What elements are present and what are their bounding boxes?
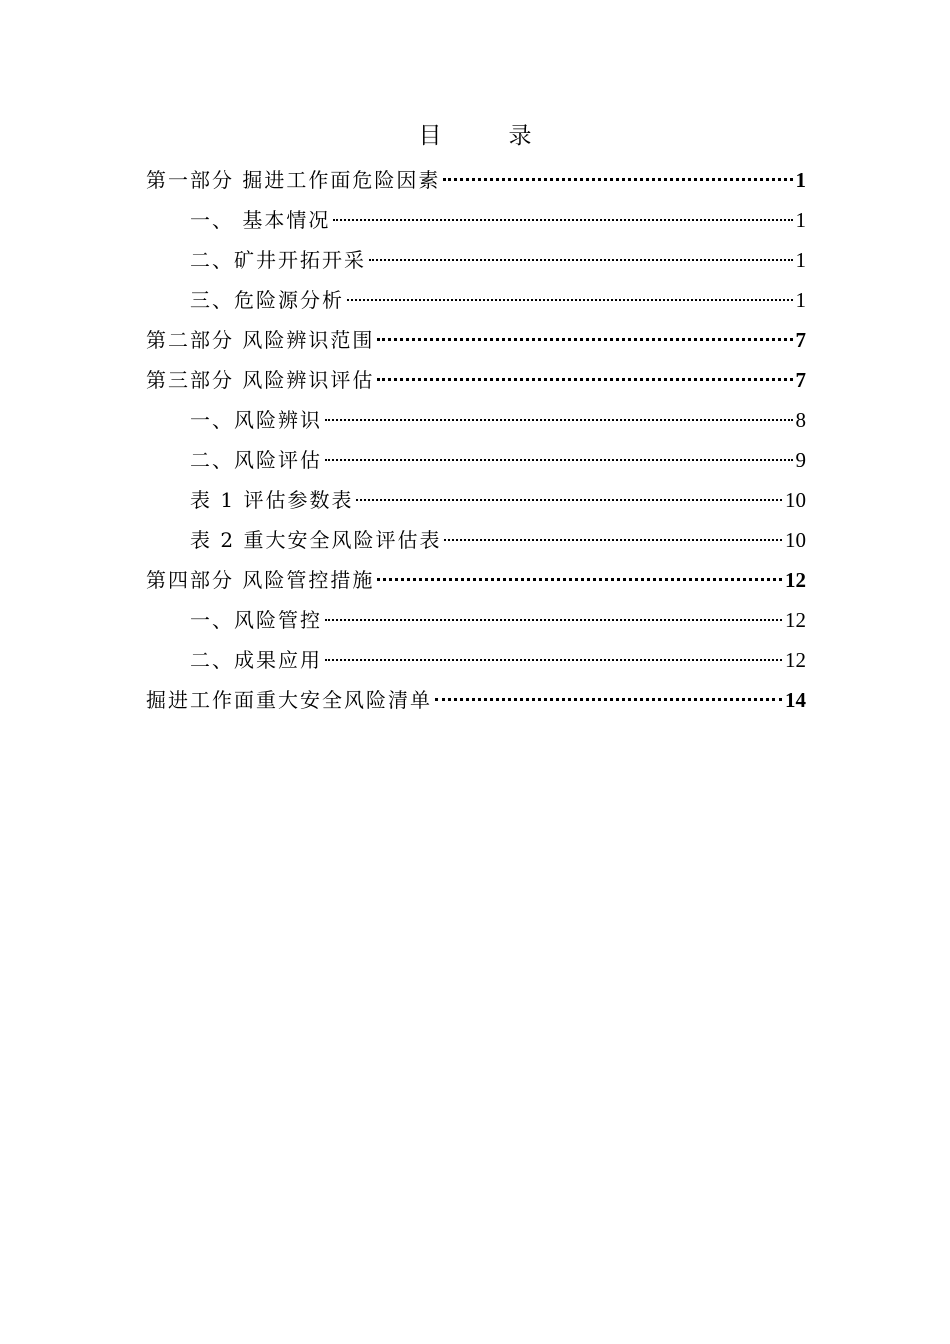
toc-leader-dots bbox=[347, 299, 793, 301]
toc-entry[interactable] bbox=[146, 400, 806, 440]
toc-entry-page: 7 bbox=[795, 368, 806, 392]
toc-entry[interactable] bbox=[146, 560, 806, 600]
toc-leader-dots bbox=[377, 578, 782, 581]
toc-entry[interactable] bbox=[146, 480, 806, 520]
toc-entry-label: 二、风险评估 bbox=[190, 448, 322, 472]
toc-entry-label: 第四部分 风险管控措施 bbox=[146, 568, 375, 592]
toc-entry-label: 表 1 评估参数表 bbox=[190, 488, 354, 512]
toc-entry[interactable] bbox=[146, 680, 806, 720]
toc-entry[interactable] bbox=[146, 600, 806, 640]
toc-entry[interactable] bbox=[146, 360, 806, 400]
toc-entry[interactable] bbox=[146, 640, 806, 680]
toc-entry-page: 12 bbox=[785, 608, 806, 632]
toc-entry-label: 三、危险源分析 bbox=[190, 288, 344, 312]
toc-entry-page: 10 bbox=[785, 528, 806, 552]
toc-entry[interactable] bbox=[146, 160, 806, 200]
toc-leader-dots bbox=[325, 619, 782, 621]
toc-leader-dots bbox=[333, 219, 792, 221]
toc-entry-page: 1 bbox=[795, 208, 806, 232]
toc-entry-page: 7 bbox=[795, 328, 806, 352]
toc-entry-label: 一、风险辨识 bbox=[190, 408, 322, 432]
toc-entry-page: 12 bbox=[785, 568, 806, 592]
toc-entry-label: 第二部分 风险辨识范围 bbox=[146, 328, 375, 352]
toc-entry[interactable] bbox=[146, 440, 806, 480]
toc-leader-dots bbox=[356, 499, 782, 501]
toc-list bbox=[146, 160, 806, 720]
toc-entry[interactable] bbox=[146, 320, 806, 360]
toc-entry-label: 二、矿井开拓开采 bbox=[190, 248, 366, 272]
toc-entry-page: 12 bbox=[785, 648, 806, 672]
toc-leader-dots bbox=[325, 459, 793, 461]
toc-entry-page: 1 bbox=[795, 288, 806, 312]
toc-entry-page: 8 bbox=[795, 408, 806, 432]
toc-title: 目 录 bbox=[418, 123, 554, 149]
toc-entry-label: 第三部分 风险辨识评估 bbox=[146, 368, 375, 392]
toc-leader-dots bbox=[369, 259, 793, 261]
toc-entry-label: 一、 基本情况 bbox=[190, 208, 331, 232]
toc-entry-page: 1 bbox=[795, 168, 806, 192]
toc-entry-label: 第一部分 掘进工作面危险因素 bbox=[146, 168, 441, 192]
toc-entry[interactable] bbox=[146, 240, 806, 280]
toc-entry[interactable] bbox=[146, 200, 806, 240]
toc-leader-dots bbox=[325, 419, 793, 421]
toc-entry-page: 10 bbox=[785, 488, 806, 512]
toc-leader-dots bbox=[444, 539, 782, 541]
toc-entry-page: 1 bbox=[795, 248, 806, 272]
toc-leader-dots bbox=[435, 698, 782, 701]
toc-entry[interactable] bbox=[146, 280, 806, 320]
toc-entry-label: 表 2 重大安全风险评估表 bbox=[190, 528, 442, 552]
toc-entry-label: 一、风险管控 bbox=[190, 608, 322, 632]
toc-leader-dots bbox=[377, 338, 792, 341]
toc-leader-dots bbox=[443, 178, 792, 181]
toc-entry[interactable] bbox=[146, 520, 806, 560]
toc-entry-label: 二、成果应用 bbox=[190, 648, 322, 672]
toc-leader-dots bbox=[377, 378, 792, 381]
toc-entry-page: 9 bbox=[795, 448, 806, 472]
toc-leader-dots bbox=[325, 659, 782, 661]
toc-entry-label: 掘进工作面重大安全风险清单 bbox=[146, 688, 432, 712]
toc-entry-page: 14 bbox=[785, 688, 806, 712]
